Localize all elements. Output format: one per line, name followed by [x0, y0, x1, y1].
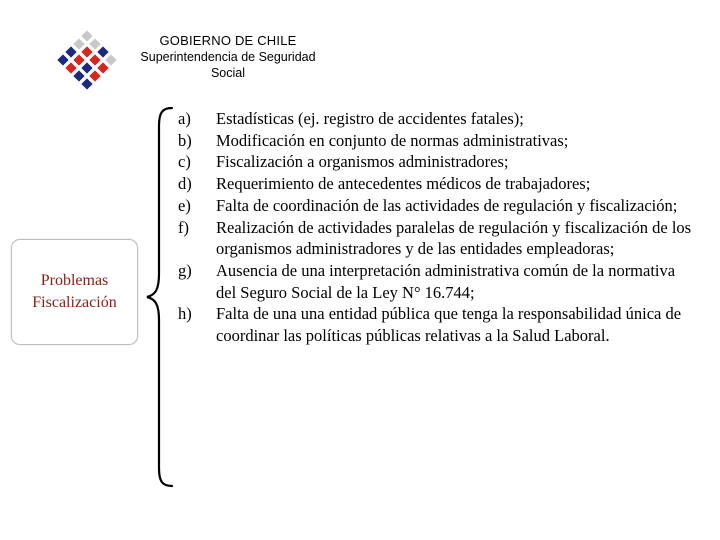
list-item-text: Falta de una una entidad pública que tenga la responsabilidad única de coordinar las políticas públicas relativas a la Salud Laboral.	[216, 304, 682, 346]
list-item-text: Ausencia de una interpretación administrativa común de la normativa del Seguro Social de la Ley N° 16.744;	[216, 260, 676, 302]
list-marker: e)	[178, 195, 191, 215]
list-item	[178, 195, 698, 217]
list-item	[178, 151, 698, 173]
topic-box	[11, 239, 138, 345]
list-marker: a)	[178, 109, 191, 128]
topic-title-line1: Problemas	[40, 272, 109, 289]
list-item-text: Modificación en conjunto de normas administrativas;	[216, 130, 569, 150]
organization-header	[120, 33, 336, 81]
list-marker: f)	[178, 217, 189, 237]
org-name: GOBIERNO DE CHILE	[159, 33, 297, 48]
list-marker: d)	[178, 174, 192, 194]
list-item-text: Fiscalización a organismos administradores;	[216, 152, 509, 172]
topic-title-line2: Fiscalización	[32, 294, 117, 311]
list-item-text: Estadísticas (ej. registro de accidentes fatales);	[216, 109, 524, 128]
list-item	[178, 303, 698, 346]
org-subtitle-line1: Superintendencia de Seguridad	[140, 50, 316, 64]
list-item-text: Requerimiento de antecedentes médicos de trabajadores;	[216, 174, 591, 194]
list-item	[178, 130, 698, 152]
chile-government-star-logo-icon	[56, 30, 118, 92]
list-marker: g)	[178, 260, 192, 280]
list-marker: h)	[178, 304, 192, 324]
left-curly-brace	[142, 104, 178, 490]
list-item	[178, 260, 698, 303]
list-marker: c)	[178, 152, 191, 172]
list-item	[178, 173, 698, 195]
problem-list	[178, 108, 698, 347]
list-item	[178, 217, 698, 260]
list-item	[178, 108, 698, 130]
org-subtitle-line2: Social	[210, 66, 246, 80]
list-item-text: Falta de coordinación de las actividades de regulación y fiscalización;	[216, 195, 678, 215]
list-marker: b)	[178, 130, 192, 150]
list-item-text: Realización de actividades paralelas de regulación y fiscalización de los organismos administradores y de las entidades empleadoras;	[216, 217, 692, 259]
